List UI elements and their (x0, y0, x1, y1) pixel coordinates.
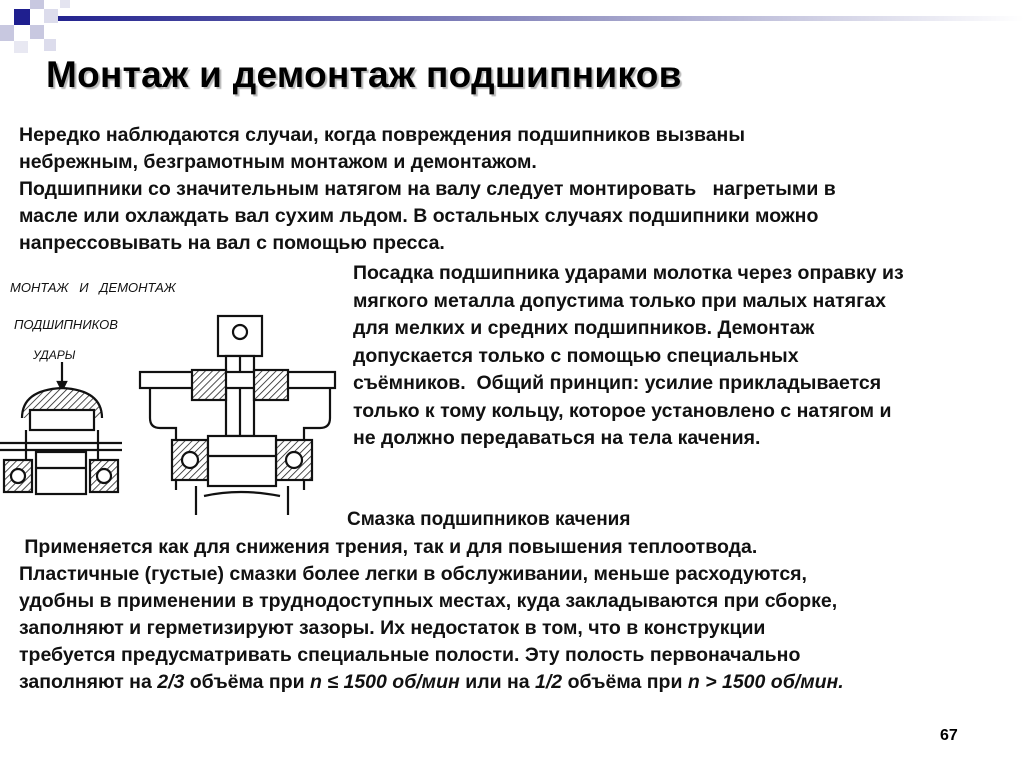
intro-line: небрежным, безграмотным монтажом и демонтажом. (19, 151, 537, 173)
text-run: объёма при (562, 671, 688, 693)
side-line: для мелких и средних подшипников. Демонтаж (353, 317, 815, 339)
intro-line: масле или охлаждать вал сухим льдом. В остальных случаях подшипники можно (19, 205, 819, 227)
side-paragraph (353, 260, 904, 453)
slide-title: Монтаж и демонтаж подшипников (46, 54, 682, 95)
lubrication-last-line (19, 669, 844, 696)
figure-caption-line2: ПОДШИПНИКОВ (14, 317, 118, 332)
lubrication-line: удобны в применении в труднодоступных местах, куда закладываются при сборке, (19, 590, 838, 612)
lubrication-line: заполняют и герметизируют зазоры. Их недостаток в том, что в конструкции (19, 617, 766, 639)
header-decoration (0, 0, 1024, 60)
figure-label-blows: УДАРЫ (33, 348, 76, 362)
speed-condition: n > 1500 об/мин. (687, 671, 844, 693)
side-line: не должно передаваться на тела качения. (353, 427, 761, 449)
figure-caption-line1: МОНТАЖ И ДЕМОНТАЖ (10, 280, 176, 295)
fraction-value: 1/2 (535, 671, 563, 693)
intro-line: напрессовывать на вал с помощью пресса. (19, 232, 445, 254)
lubrication-line: требуется предусматривать специальные полости. Эту полость первоначально (19, 644, 801, 666)
text-run: или на (459, 671, 536, 693)
fraction-value: 2/3 (157, 671, 185, 693)
side-line: Посадка подшипника ударами молотка через оправку из (353, 262, 904, 284)
intro-line: Нередко наблюдаются случаи, когда повреждения подшипников вызваны (19, 124, 745, 146)
bearing-mounting-drawing (0, 300, 345, 520)
page-number: 67 (940, 727, 958, 744)
lubrication-paragraph (19, 534, 844, 696)
side-line: допускается только с помощью специальных (353, 344, 799, 367)
intro-paragraph (19, 122, 836, 257)
side-line: только к тому кольцу, которое установлено с натягом и (353, 399, 892, 422)
lubrication-line: Пластичные (густые) смазки более легки в обслуживании, меньше расходуются, (19, 563, 807, 585)
lubrication-heading: Смазка подшипников качения (347, 509, 631, 530)
side-line: мягкого металла допустима только при малых натягах (353, 289, 886, 312)
speed-condition: n ≤ 1500 об/мин (310, 671, 460, 693)
lubrication-line: Применяется как для снижения трения, так и для повышения теплоотвода. (19, 536, 758, 558)
intro-line: Подшипники со значительным натягом на валу следует монтировать нагретыми в (19, 178, 836, 200)
text-run: объёма при (184, 671, 311, 693)
text-run: заполняют на (19, 671, 158, 693)
side-line: съёмников. Общий принцип: усилие прикладывается (353, 372, 882, 394)
